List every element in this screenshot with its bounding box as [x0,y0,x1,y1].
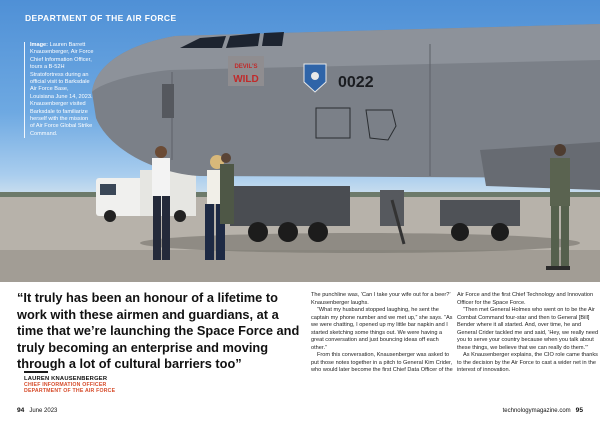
body-column-2 [457,292,600,375]
paragraph: As Knausenberger explains, the CIO role came thanks to the decision by the Air Force to cast a wider net in the interest of innovation. [457,352,598,373]
site-url[interactable]: technologymagazine.com [502,408,571,414]
issue-date: June 2023 [29,408,58,414]
quote-attribution [24,371,115,394]
nose-art-text: DEVIL'S [234,64,258,70]
photo-caption [24,42,94,138]
nose-art-text: WILD [233,74,259,85]
footer-right [503,407,583,414]
paragraph: Air Force and the first Chief Technology and Innovation Officer for the Space Force. [457,292,594,306]
author-role: CHIEF INFORMATION OFFICER [24,382,107,388]
pull-quote: “It truly has been an honour of a lifetime to work with these airmen and guardians, at a time that we’re launching the Space Force and truly becoming an enterprise and moving through a lot of cultural barriers too” [17,290,300,372]
paragraph: “What my husband stopped laughing, he sent the captain my phone number and we met up,” she says. “As we were chatting, I opened up my little bar napkin and I started sketching some things out. We were having a great conversation and just bouncing ideas off each other.” [311,307,453,351]
paragraph: The punchline was, ‘Can I take your wife out for a beer?’ Knausenberger laughs. [311,292,451,306]
author-name: LAUREN KNAUSENBERGER [24,376,108,382]
body-column-1 [311,292,455,375]
tail-number: 0022 [338,74,374,91]
footer-left [17,407,57,414]
caption-text: Lauren Barrett Knausenberger, Air Force Chief Information Officer, tours a B-52H Stratofortress during an official visit to Barksdale Air Force Base, Louisiana June 14, 2023. Knausenberger visited Barksdale to familiarize herself with the mission of Air Force Global Strike Command. [30,42,94,137]
paragraph: From this conversation, Knausenberger was asked to put those notes together in a pitch to General Kim Crider, who would later become the first Chief Data Officer of the [311,352,453,373]
author-organisation: DEPARTMENT OF THE AIR FORCE [24,388,116,395]
page-number-right: 95 [575,407,583,414]
engine-pod [480,142,600,190]
boarding-door [162,84,174,118]
paragraph: “Then met General Holmes who went on to be the Air Combat Command four-star and then to General [Bill] Bender where it all started. And, over time, he and General Crider tackled me and said, ‘Hey, we really need you to serve your country because when you talk about these things, we believe that we can really do them.’” [457,307,599,351]
tarmac-foreground [0,250,600,282]
attribution-rule [24,371,48,373]
page-number-left: 94 [17,407,25,414]
department-label: DEPARTMENT OF THE AIR FORCE [25,13,177,23]
person-man-white-shirt [152,146,170,260]
caption-label: Image: [30,42,49,48]
service-truck [96,170,196,222]
